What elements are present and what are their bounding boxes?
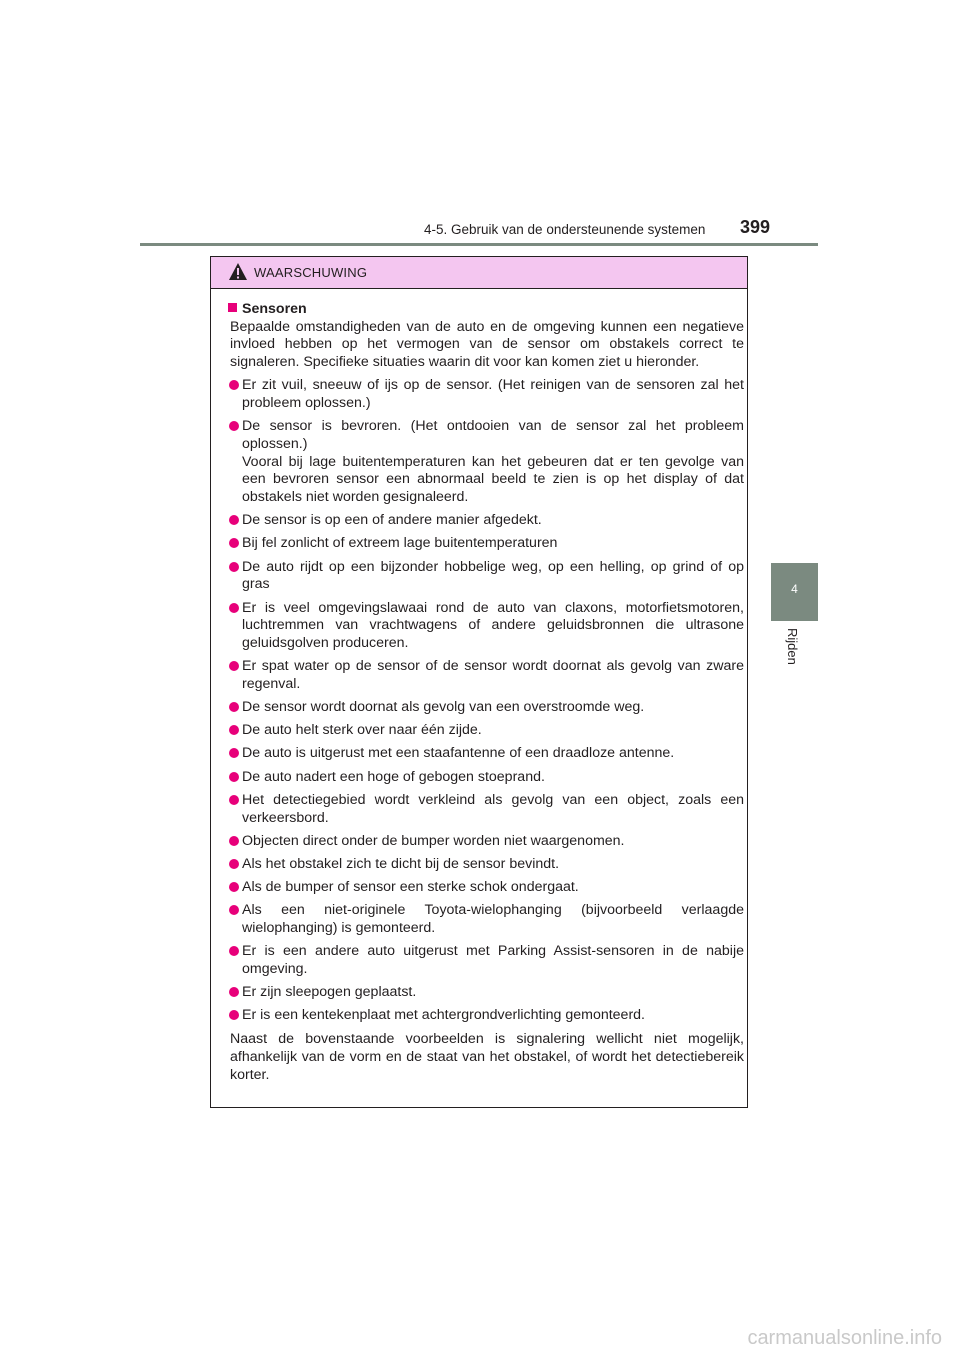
chapter-label: Rijden: [785, 628, 800, 665]
bullet-dot-icon: [229, 538, 239, 548]
bullet-dot-icon: [229, 882, 239, 892]
list-item: De sensor wordt doornat als gevolg van een overstroomde weg.: [228, 699, 744, 717]
bullet-dot-icon: [229, 661, 239, 671]
list-item: De sensor is bevroren. (Het ontdooien van de sensor zal het probleem oplossen.) Vooral bij lage buitentemperaturen kan het gebeuren dat er ten gevolge van een bevroren sensor een abnormaal beeld te zien is op het display of dat obstakels niet worden gesignaleerd.: [228, 418, 744, 507]
list-item: De sensor is op een of andere manier afgedekt.: [228, 512, 744, 530]
bullet-dot-icon: [229, 772, 239, 782]
closing-paragraph: Naast de bovenstaande voorbeelden is signalering wellicht niet mogelijk, afhankelijk van de vorm en de staat van het obstakel, of wordt het detectiebereik korter.: [230, 1031, 744, 1083]
header-section-title: 4-5. Gebruik van de ondersteunende systemen: [424, 222, 706, 237]
warning-title: WAARSCHUWING: [254, 265, 368, 280]
list-item-note: Vooral bij lage buitentemperaturen kan het gebeuren dat er ten gevolge van een bevroren sensor een abnormaal beeld te zien is op het display of dat obstakels niet worden gesignaleerd.: [242, 453, 744, 506]
warning-box: [210, 256, 748, 1108]
bullet-dot-icon: [229, 702, 239, 712]
warning-header: [211, 257, 747, 289]
bullet-dot-icon: [229, 380, 239, 390]
square-bullet-icon: [228, 303, 237, 312]
bullet-dot-icon: [229, 562, 239, 572]
list-item: Er is een kentekenplaat met achtergrondverlichting gemonteerd.: [228, 1007, 744, 1025]
condition-list: [228, 377, 744, 1025]
bullet-dot-icon: [229, 748, 239, 758]
bullet-dot-icon: [229, 905, 239, 915]
header-rule: [140, 243, 818, 246]
list-item: De auto is uitgerust met een staafantenne of een draadloze antenne.: [228, 745, 744, 763]
list-item: Er is veel omgevingslawaai rond de auto van claxons, motorfietsmotoren, luchtremmen van vrachtwagens of andere geluidsbronnen die ultrasone geluidsgolven produceren.: [228, 600, 744, 653]
bullet-dot-icon: [229, 859, 239, 869]
list-item: Er spat water op de sensor of de sensor wordt doornat als gevolg van zware regenval.: [228, 658, 744, 693]
warning-body: [228, 301, 744, 1084]
page-number: 399: [740, 217, 771, 237]
list-item: Er zit vuil, sneeuw of ijs op de sensor. (Het reinigen van de sensoren zal het probleem oplossen.): [228, 377, 744, 412]
list-item: De auto nadert een hoge of gebogen stoeprand.: [228, 769, 744, 787]
list-item: De auto helt sterk over naar één zijde.: [228, 722, 744, 740]
intro-paragraph: Bepaalde omstandigheden van de auto en de omgeving kunnen een negatieve invloed hebben op het vermogen van de sensor om obstakels correct te signaleren. Specifieke situaties waarin dit voor kan komen ziet u hieronder.: [230, 318, 744, 371]
watermark: carmanualsonline.info: [747, 1327, 942, 1349]
list-item: Als de bumper of sensor een sterke schok ondergaat.: [228, 879, 744, 897]
bullet-dot-icon: [229, 836, 239, 846]
list-item: Als een niet-originele Toyota-wielophanging (bijvoorbeeld verlaagde wielophanging) is gemonteerd.: [228, 902, 744, 937]
list-item: Het detectiegebied wordt verkleind als gevolg van een object, zoals een verkeersbord.: [228, 792, 744, 827]
bullet-dot-icon: [229, 795, 239, 805]
bullet-dot-icon: [229, 725, 239, 735]
bullet-dot-icon: [229, 421, 239, 431]
bullet-dot-icon: [229, 515, 239, 525]
list-item: De auto rijdt op een bijzonder hobbelige weg, op een helling, op grind of op gras: [228, 559, 744, 594]
list-item: Er zijn sleepogen geplaatst.: [228, 984, 744, 1002]
chapter-number: 4: [791, 582, 798, 596]
chapter-tab: [771, 563, 818, 621]
list-item: Objecten direct onder de bumper worden niet waargenomen.: [228, 833, 744, 851]
warning-triangle-icon: [228, 262, 248, 286]
list-item: Er is een andere auto uitgerust met Parking Assist-sensoren in de nabije omgeving.: [228, 943, 744, 978]
section-title-text: Sensoren: [242, 301, 307, 317]
bullet-dot-icon: [229, 946, 239, 956]
list-item: Bij fel zonlicht of extreem lage buitentemperaturen: [228, 535, 744, 553]
bullet-dot-icon: [229, 1010, 239, 1020]
section-title: [228, 301, 744, 319]
bullet-dot-icon: [229, 603, 239, 613]
list-item: Als het obstakel zich te dicht bij de sensor bevindt.: [228, 856, 744, 874]
bullet-dot-icon: [229, 987, 239, 997]
